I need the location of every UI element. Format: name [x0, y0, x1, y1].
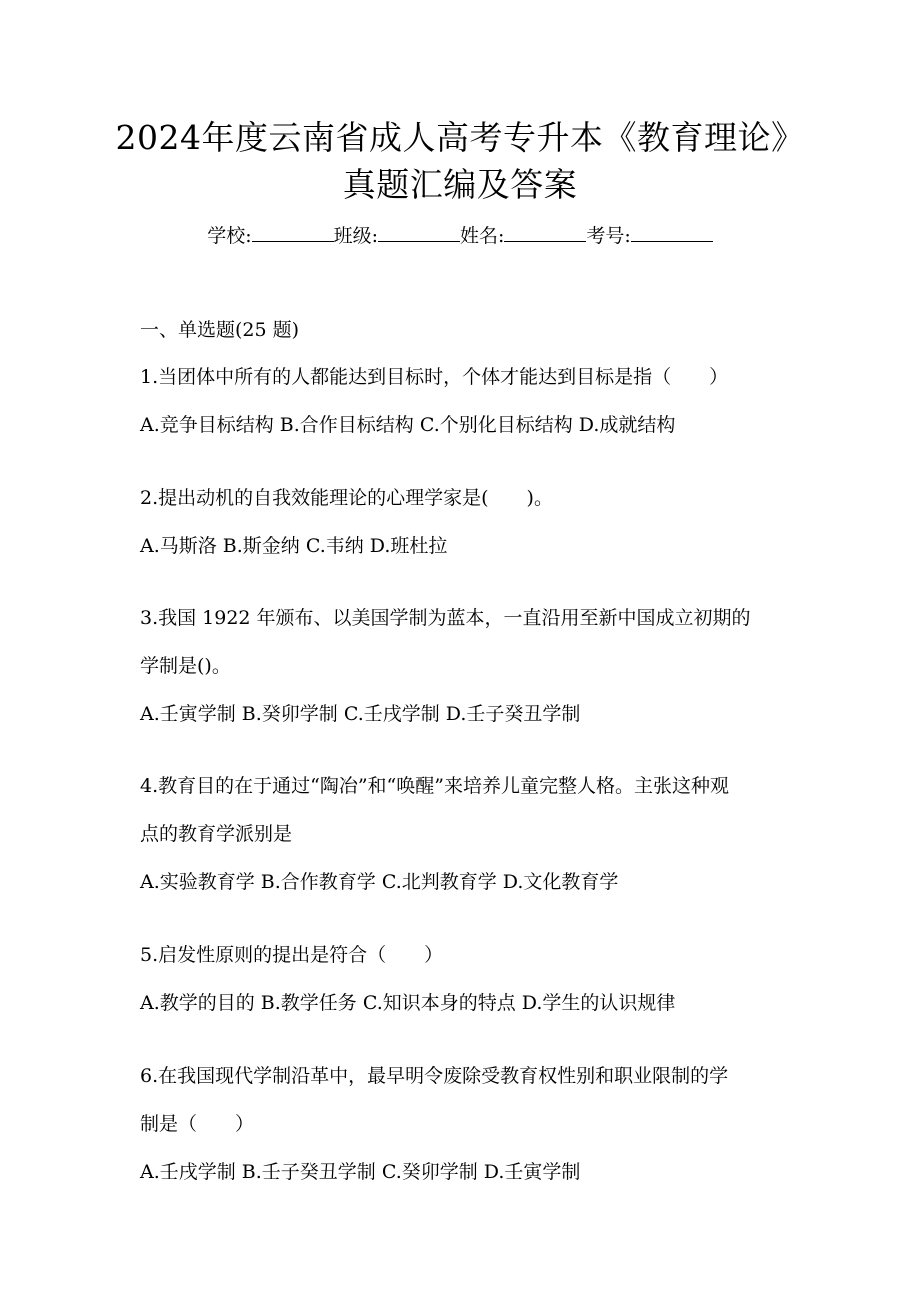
document-title-line-1: 2024年度云南省成人高考专升本《教育理论》 — [115, 118, 805, 157]
school-blank — [252, 222, 334, 242]
question-5-stem: 5.启发性原则的提出是符合（ ） — [140, 944, 444, 966]
section-heading: 一、单选题(25 题) — [140, 319, 300, 341]
document-title-line-2: 真题汇编及答案 — [342, 165, 578, 204]
question-6-stem-line-1: 6.在我国现代学制沿革中，最早明令废除受教育权性别和职业限制的学 — [140, 1065, 729, 1087]
question-3-options: A.壬寅学制 B.癸卯学制 C.壬戌学制 D.壬子癸丑学制 — [140, 703, 581, 725]
question-2-options: A.马斯洛 B.斯金纳 C.韦纳 D.班杜拉 — [140, 535, 448, 557]
question-5-options: A.教学的目的 B.教学任务 C.知识本身的特点 D.学生的认识规律 — [140, 992, 676, 1014]
name-blank — [504, 222, 586, 242]
exam-number-blank — [631, 222, 713, 242]
name-label: 姓名: — [460, 225, 505, 247]
question-6-options: A.壬戌学制 B.壬子癸丑学制 C.癸卯学制 D.壬寅学制 — [140, 1161, 581, 1183]
question-3-stem-line-1: 3.我国 1922 年颁布、以美国学制为蓝本，一直沿用至新中国成立初期的 — [140, 607, 751, 629]
question-1-options: A.竞争目标结构 B.合作目标结构 C.个别化目标结构 D.成就结构 — [140, 414, 676, 436]
class-blank — [378, 222, 460, 242]
question-1-stem: 1.当团体中所有的人都能达到目标时，个体才能达到目标是指（ ） — [140, 366, 729, 388]
question-3-stem-line-2: 学制是()。 — [140, 655, 231, 677]
question-4-stem-line-1: 4.教育目的在于通过“陶冶”和“唤醒”来培养儿童完整人格。主张这种观 — [140, 775, 729, 797]
question-4-options: A.实验教育学 B.合作教育学 C.北判教育学 D.文化教育学 — [140, 871, 619, 893]
question-4-stem-line-2: 点的教育学派别是 — [140, 823, 293, 845]
class-label: 班级: — [333, 225, 378, 247]
question-6-stem-line-2: 制是（ ） — [140, 1113, 255, 1135]
question-2-stem: 2.提出动机的自我效能理论的心理学家是( )。 — [140, 487, 553, 509]
school-label: 学校: — [207, 225, 252, 247]
student-info-row — [0, 222, 920, 249]
exam-number-label: 考号: — [586, 225, 631, 247]
